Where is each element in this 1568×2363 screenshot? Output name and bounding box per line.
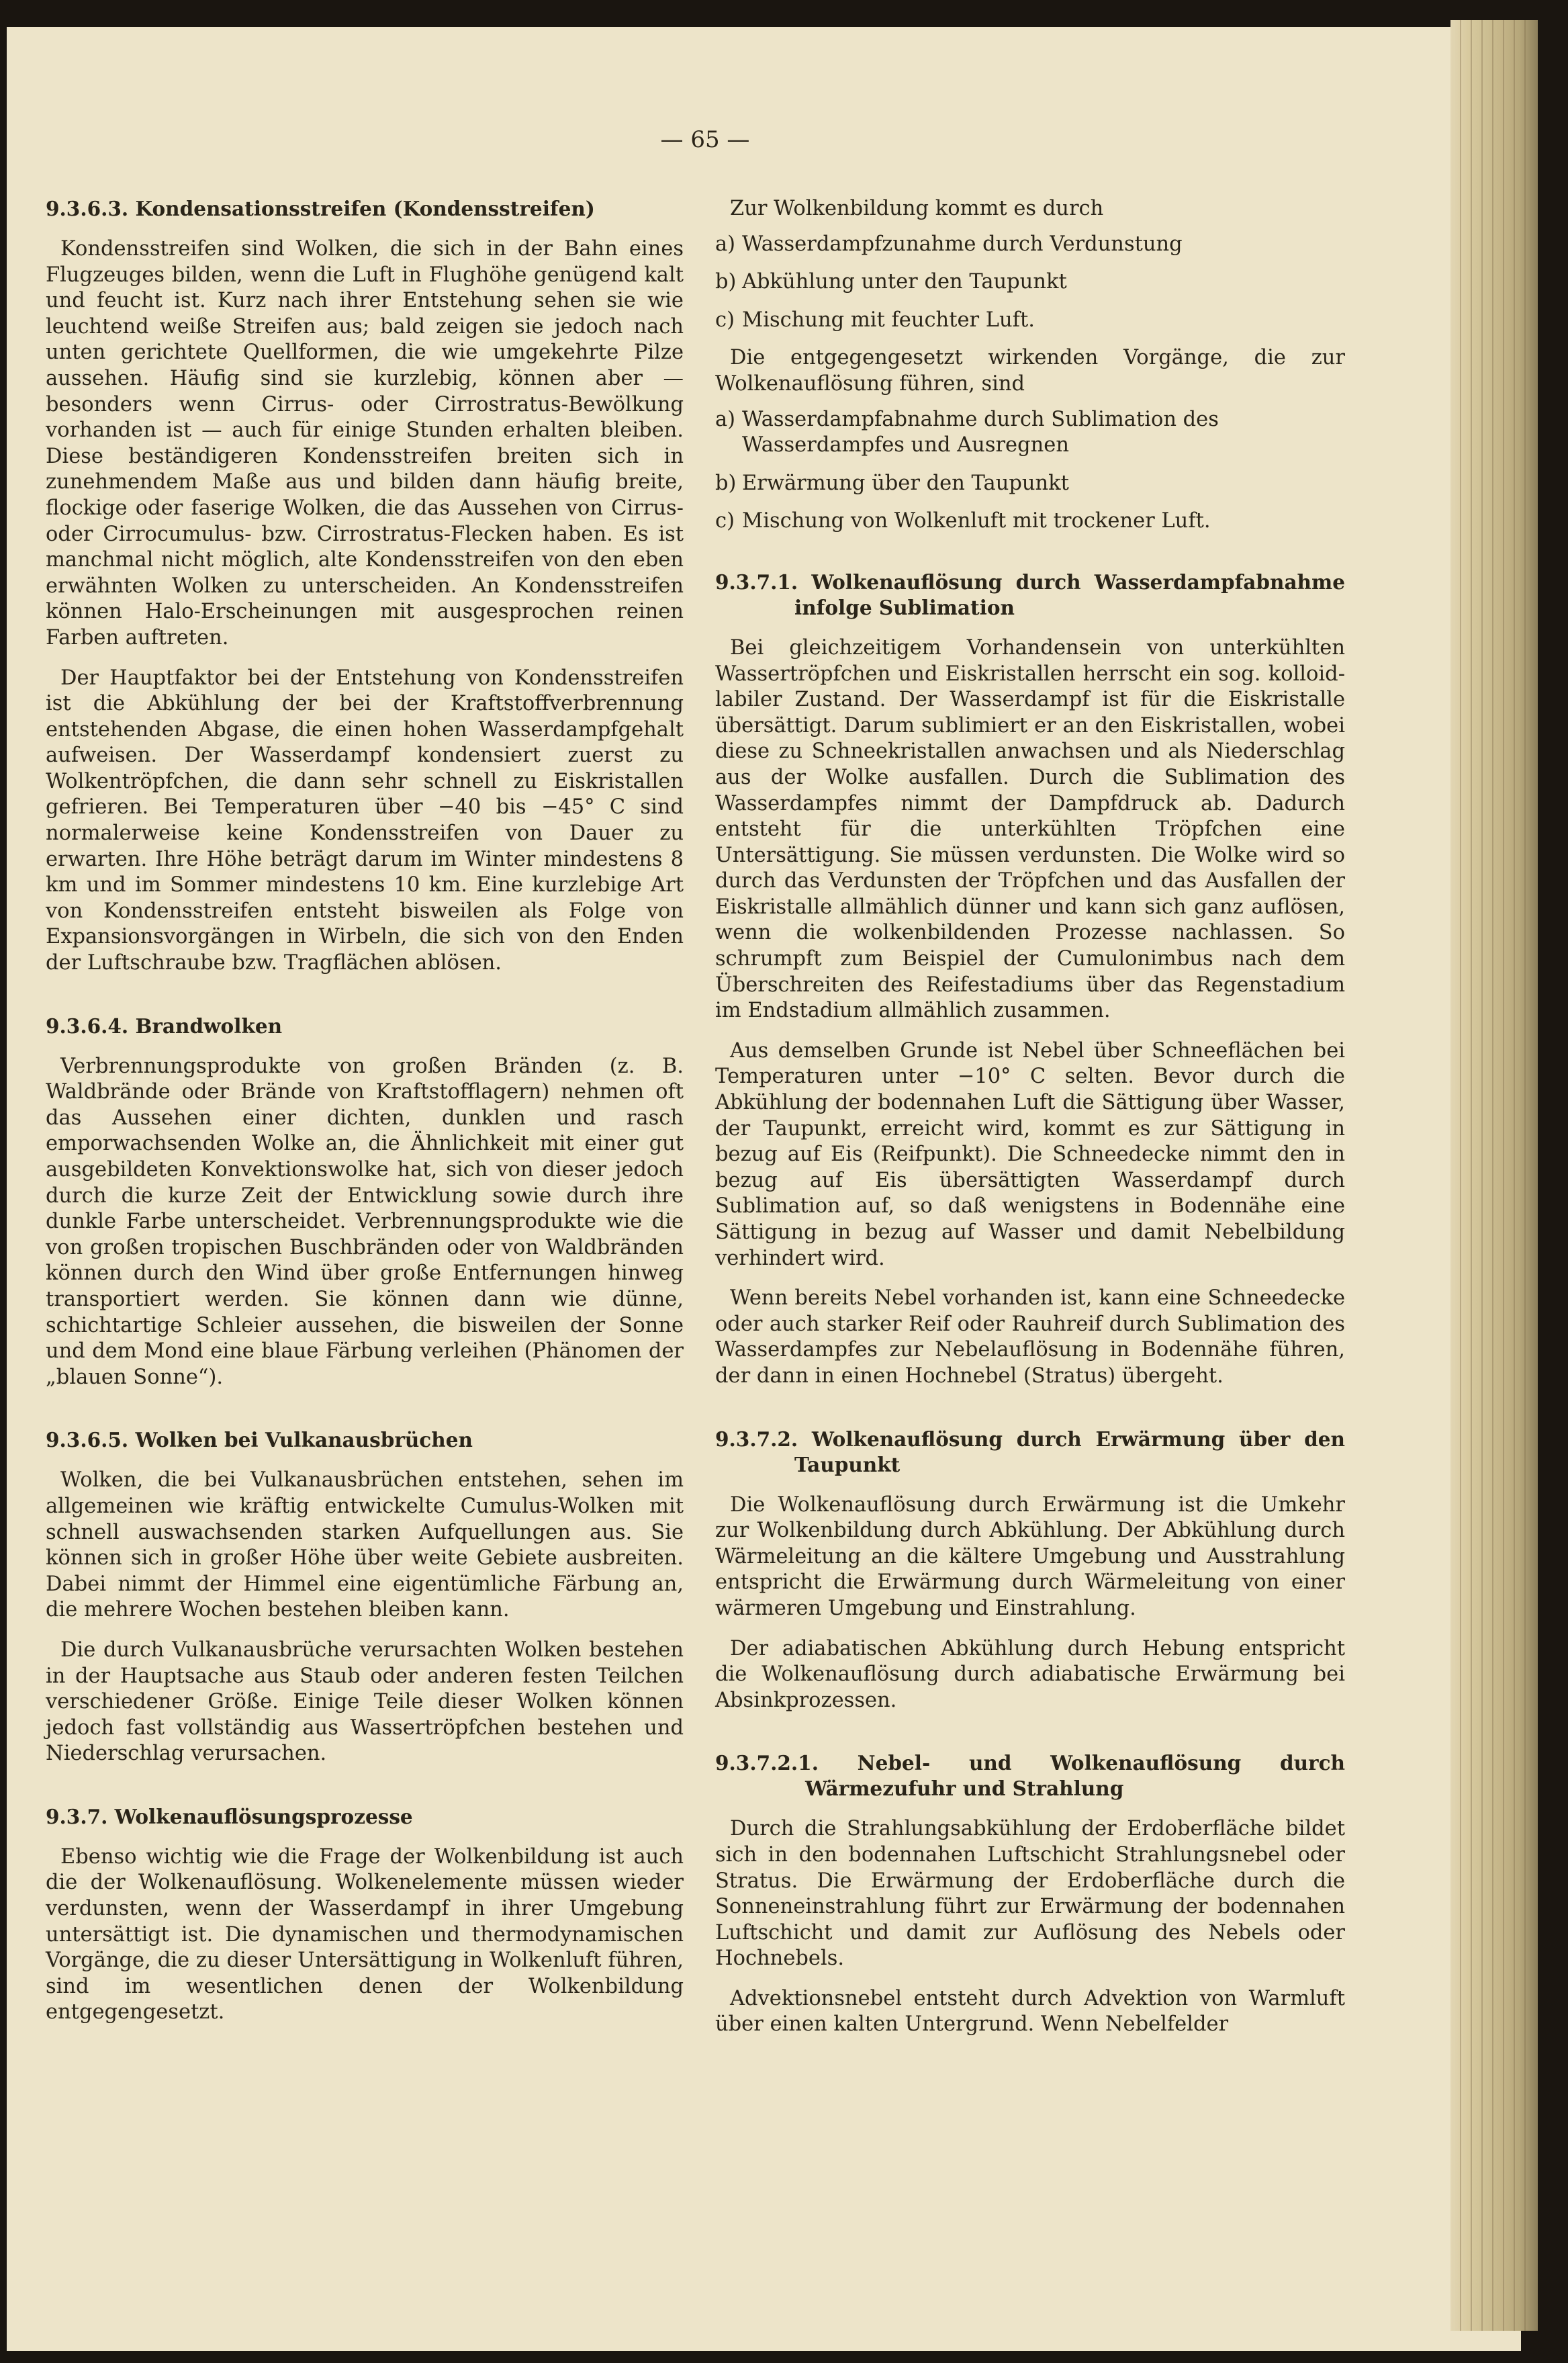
section-heading-9-3-7-2: 9.3.7.2. Wolkenauflösung durch Erwärmung über den Taupunkt xyxy=(715,1427,1345,1476)
paragraph: Die entgegengesetzt wirkenden Vorgänge, die zur Wolkenauflösung führen, sind xyxy=(715,346,1345,396)
paragraph: Bei gleichzeitigem Vorhandensein von unterkühlten Wassertröpfchen und Eiskristallen herrscht ein sog. kolloid-labiler Zustand. Der Wasserdampf ist für die Eiskristalle übersättigt. Darum sublimiert er an den Eiskristallen, wobei diese zu Schneekristallen anwachsen und als Niederschlag aus der Wolke ausfallen. Durch die Sublimation des Wasserdampfes nimmt der Dampfdruck ab. Dadurch entsteht für die unterkühlten Tröpfchen eine Untersättigung. Sie müssen verdunsten. Die Wolke wird so durch das Verdunsten der Tröpfchen und das Ausfallen der Eiskristalle allmählich dünner und kann sich ganz auflösen, wenn die wolkenbildenden Prozesse nachlassen. So schrumpft zum Beispiel der Cumulonimbus nach dem Überschreiten des Reifestadiums über das Regenstadium im Endstadium allmählich zusammen. xyxy=(715,635,1345,1023)
section-heading-9-3-6-4: 9.3.6.4. Brandwolken xyxy=(46,1014,283,1038)
cloud-formation-list xyxy=(715,232,1345,334)
left-column xyxy=(46,196,684,2040)
paragraph: Wolken, die bei Vulkanausbrüchen entstehen, sehen im allgemeinen wie kräftig entwickelte Cumulus-Wolken mit schnell auswachsenden starken Aufquellungen aus. Sie können sich in großer Höhe über weite Gebiete ausbreiten. Dabei nimmt der Himmel eine eigentümliche Färbung an, die mehrere Wochen bestehen bleiben kann. xyxy=(46,1468,684,1622)
paragraph: Der Hauptfaktor bei der Entstehung von Kondensstreifen ist die Abkühlung der bei der Kraftstoffverbrennung entstehenden Abgase, die einen hohen Wasserdampfgehalt aufweisen. Der Wasserdampf kondensiert zuerst zu Wolkentröpfchen, die dann sehr schnell zu Eiskristallen gefrieren. Bei Temperaturen über −40 bis −45° C sind normalerweise keine Kondensstreifen von Dauer zu erwarten. Ihre Höhe beträgt darum im Winter mindestens 8 km und im Sommer mindestens 10 km. Eine kurzlebige Art von Kondensstreifen entsteht bisweilen als Folge von Expansionsvorgängen in Wirbeln, die sich von den Enden der Luftschraube bzw. Tragflächen ablösen. xyxy=(46,666,684,975)
paragraph: Durch die Strahlungsabkühlung der Erdoberfläche bildet sich in den bodennahen Luftschicht Strahlungsnebel oder Stratus. Die Erwärmung der Erdoberfläche durch die Sonneneinstrahlung führt zur Erwärmung der bodennahen Luftschicht und damit zur Auflösung des Nebels oder Hochnebels. xyxy=(715,1817,1345,1971)
list-item: b) Abkühlung unter den Taupunkt xyxy=(715,270,1067,294)
list-item: c) Mischung von Wolkenluft mit trockener Luft. xyxy=(715,509,1211,533)
section-heading-9-3-6-5: 9.3.6.5. Wolken bei Vulkanausbrüchen xyxy=(46,1428,473,1452)
paragraph: Zur Wolkenbildung kommt es durch xyxy=(730,197,1104,220)
paragraph: Ebenso wichtig wie die Frage der Wolkenbildung ist auch die der Wolkenauflösung. Wolkenelemente müssen wieder verdunsten, wenn der Wasserdampf in ihrer Umgebung untersättigt ist. Die dynamischen und thermodynamischen Vorgänge, die zu dieser Untersättigung in Wolkenluft führen, sind im wesentlichen denen der Wolkenbildung entgegengesetzt. xyxy=(46,1844,684,2024)
list-item: a) Wasserdampfabnahme durch Sublimation des Wasserdampfes und Ausregnen xyxy=(715,407,1219,457)
page-stack-edge xyxy=(1450,20,1538,2331)
section-heading-9-3-6-3: 9.3.6.3. Kondensationsstreifen (Kondensstreifen) xyxy=(46,197,595,220)
paragraph: Advektionsnebel entsteht durch Advektion von Warmluft über einen kalten Untergrund. Wenn Nebelfelder xyxy=(715,1986,1345,2037)
paragraph: Die Wolkenauflösung durch Erwärmung ist die Umkehr zur Wolkenbildung durch Abkühlung. Der Abkühlung durch Wärmeleitung an die kältere Umgebung und Ausstrahlung entspricht die Erwärmung durch Wärmeleitung von einer wärmeren Umgebung und Einstrahlung. xyxy=(715,1492,1345,1620)
list-item: a) Wasserdampfzunahme durch Verdunstung xyxy=(715,232,1183,256)
paragraph: Die durch Vulkanausbrüche verursachten Wolken bestehen in der Hauptsache aus Staub oder anderen festen Teilchen verschiedener Größe. Einige Teile dieser Wolken können jedoch fast vollständig aus Wassertröpfchen bestehen und Niederschlag verursachen. xyxy=(46,1638,684,1766)
right-column xyxy=(715,196,1345,2052)
paragraph: Kondensstreifen sind Wolken, die sich in der Bahn eines Flugzeuges bilden, wenn die Luft in Flughöhe genügend kalt und feucht ist. Kurz nach ihrer Entstehung sehen sie wie leuchtend weiße Streifen aus; bald zeigen sie jedoch nach unten gerichtete Quellformen, die wie umgekehrte Pilze aussehen. Häufig sind sie kurzlebig, können aber — besonders wenn Cirrus- oder Cirrostratus-Bewölkung vorhanden ist — auch für einige Stunden erhalten bleiben. Diese beständigeren Kondensstreifen breiten sich in zunehmendem Maße aus und bilden dann häufig breite, flockige oder faserige Wolken, die das Aussehen von Cirrus- oder Cirrocumulus- bzw. Cirrostratus-Flecken haben. Es ist manchmal nicht möglich, alte Kondensstreifen von den eben erwähnten Wolken zu unterscheiden. An Kondensstreifen können Halo-Erscheinungen mit ausgesprochen reinen Farben auftreten. xyxy=(46,237,684,650)
list-item: b) Erwärmung über den Taupunkt xyxy=(715,471,1069,495)
paragraph: Aus demselben Grunde ist Nebel über Schneeflächen bei Temperaturen unter −10° C selten. Bevor durch die Abkühlung der bodennahen Luft die Sättigung über Wasser, der Taupunkt, erreicht wird, kommt es zur Sättigung in bezug auf Eis (Reifpunkt). Die Schneedecke nimmt den in bezug auf Eis übersättigten Wasserdampf durch Sublimation auf, so daß wenigstens in Bodennähe eine Sättigung in bezug auf Wasser und damit Nebelbildung verhindert wird. xyxy=(715,1038,1345,1270)
paragraph: Wenn bereits Nebel vorhanden ist, kann eine Schneedecke oder auch starker Reif oder Rauhreif durch Sublimation des Wasserdampfes zur Nebelauflösung in Bodennähe führen, der dann in einen Hochnebel (Stratus) übergeht. xyxy=(715,1286,1345,1388)
page-number: — 65 — xyxy=(660,126,750,153)
section-heading-9-3-7-1: 9.3.7.1. Wolkenauflösung durch Wasserdampfabnahme infolge Sublimation xyxy=(715,570,1345,619)
section-heading-9-3-7: 9.3.7. Wolkenauflösungsprozesse xyxy=(46,1804,413,1828)
paragraph: Der adiabatischen Abkühlung durch Hebung entspricht die Wolkenauflösung durch adiabatische Erwärmung bei Absinkprozessen. xyxy=(715,1636,1345,1712)
cloud-dissipation-list xyxy=(715,407,1345,535)
section-heading-9-3-7-2-1: 9.3.7.2.1. Nebel- und Wolkenauflösung durch Wärmezufuhr und Strahlung xyxy=(715,1751,1345,1801)
list-item: c) Mischung mit feuchter Luft. xyxy=(715,308,1035,332)
paragraph: Verbrennungsprodukte von großen Bränden (z. B. Waldbrände oder Brände von Kraftstofflagern) nehmen oft das Aussehen einer dichten, dunklen und rasch emporwachsenden Wolke an, die Ähnlichkeit mit einer gut ausgebildeten Konvektionswolke hat, sich von dieser jedoch durch die kurze Zeit der Entwicklung sowie durch ihre dunkle Farbe unterscheidet. Verbrennungsprodukte wie die von großen tropischen Buschbränden oder von Waldbränden können durch den Wind über große Entfernungen hinweg transportiert werden. Sie können dann wie dünne, schichtartige Schleier aussehen, die bisweilen der Sonne und dem Mond eine blaue Färbung verleihen (Phänomen der „blauen Sonne“). xyxy=(46,1054,684,1389)
